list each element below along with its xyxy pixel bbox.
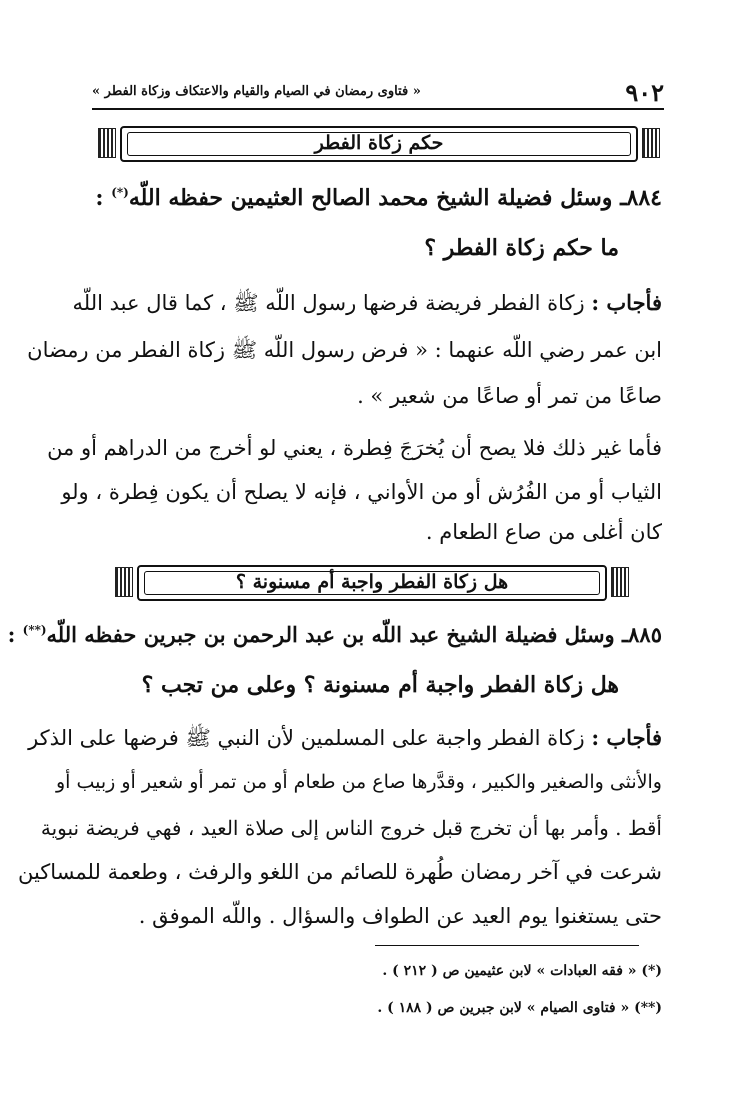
colon: :	[95, 185, 104, 211]
footnote-divider	[375, 945, 639, 946]
footnote: (*) « فقه العبادات » لابن عثيمين ص ( ٢١٢ ) .	[382, 963, 662, 979]
question-heading	[95, 185, 662, 211]
paragraph-line: الثياب أو من الفُرُش أو من الأواني ، فإنه لا يصلح أن يكون فِطرة ، ولو	[61, 480, 662, 504]
paragraph-line: فأما غير ذلك فلا يصح أن يُخرَجَ فِطرة ، يعني لو أخرج من الدراهم أو من	[47, 436, 662, 460]
paragraph-line: كان أغلى من صاع الطعام .	[425, 520, 662, 544]
section-title: حكم زكاة الفطر	[314, 132, 444, 154]
question-text: ما حكم زكاة الفطر ؟	[424, 235, 619, 261]
answer-line: صاعًا من تمر أو صاعًا من شعير » .	[357, 384, 662, 408]
footnote-marker: (**)	[22, 623, 47, 637]
colon: :	[7, 622, 16, 647]
page-number: ٩٠٢	[625, 78, 664, 107]
question-intro: وسئل فضيلة الشيخ محمد الصالح العثيمين حفظه اللّه	[128, 185, 613, 211]
question-number: ٨٨٤ـ	[620, 185, 662, 211]
section-banner	[115, 563, 629, 603]
answer-text: زكاة الفطر واجبة على المسلمين لأن النبي ﷺ فرضها على الذكر	[28, 726, 585, 750]
footnote-marker: (*)	[111, 185, 129, 200]
question-intro: وسئل فضيلة الشيخ عبد اللّه بن عبد الرحمن بن جبرين حفظه اللّه	[46, 622, 615, 647]
answer-line: أقط . وأمر بها أن تخرج قبل خروج الناس إلى صلاة العيد ، فهي فريضة نبوية	[40, 816, 662, 840]
answer-label: فأجاب :	[591, 290, 662, 315]
answer-line	[28, 725, 662, 756]
answer-line: ابن عمر رضي اللّه عنهما : « فرض رسول اللّه ﷺ زكاة الفطر من رمضان	[27, 338, 662, 362]
answer-text: زكاة الفطر فريضة فرضها رسول اللّه ﷺ ، كما قال عبد اللّه	[72, 291, 585, 315]
footnote: (**) « فتاوى الصيام » لابن جبرين ص ( ١٨٨ ) .	[377, 1000, 662, 1016]
answer-label: فأجاب :	[591, 725, 662, 750]
running-title: « فتاوى رمضان في الصيام والقيام والاعتكاف وزكاة الفطر »	[92, 84, 421, 99]
section-banner	[98, 124, 660, 164]
question-text: هل زكاة الفطر واجبة أم مسنونة ؟ وعلى من تجب ؟	[141, 672, 619, 698]
question-heading	[7, 622, 662, 647]
question-number: ٨٨٥ـ	[622, 622, 662, 647]
answer-line: شرعت في آخر رمضان طُهرة للصائم من اللغو والرفث ، وطعمة للمساكين	[17, 860, 662, 884]
section-title: هل زكاة الفطر واجبة أم مسنونة ؟	[235, 571, 509, 593]
answer-line: حتى يستغنوا يوم العيد عن الطواف والسؤال . واللّه الموفق .	[138, 904, 662, 928]
page-header	[92, 78, 664, 110]
answer-line: والأنثى والصغير والكبير ، وقدَّرها صاع من طعام أو من تمر أو شعير أو زبيب أو	[56, 771, 662, 793]
answer-line	[72, 290, 662, 321]
